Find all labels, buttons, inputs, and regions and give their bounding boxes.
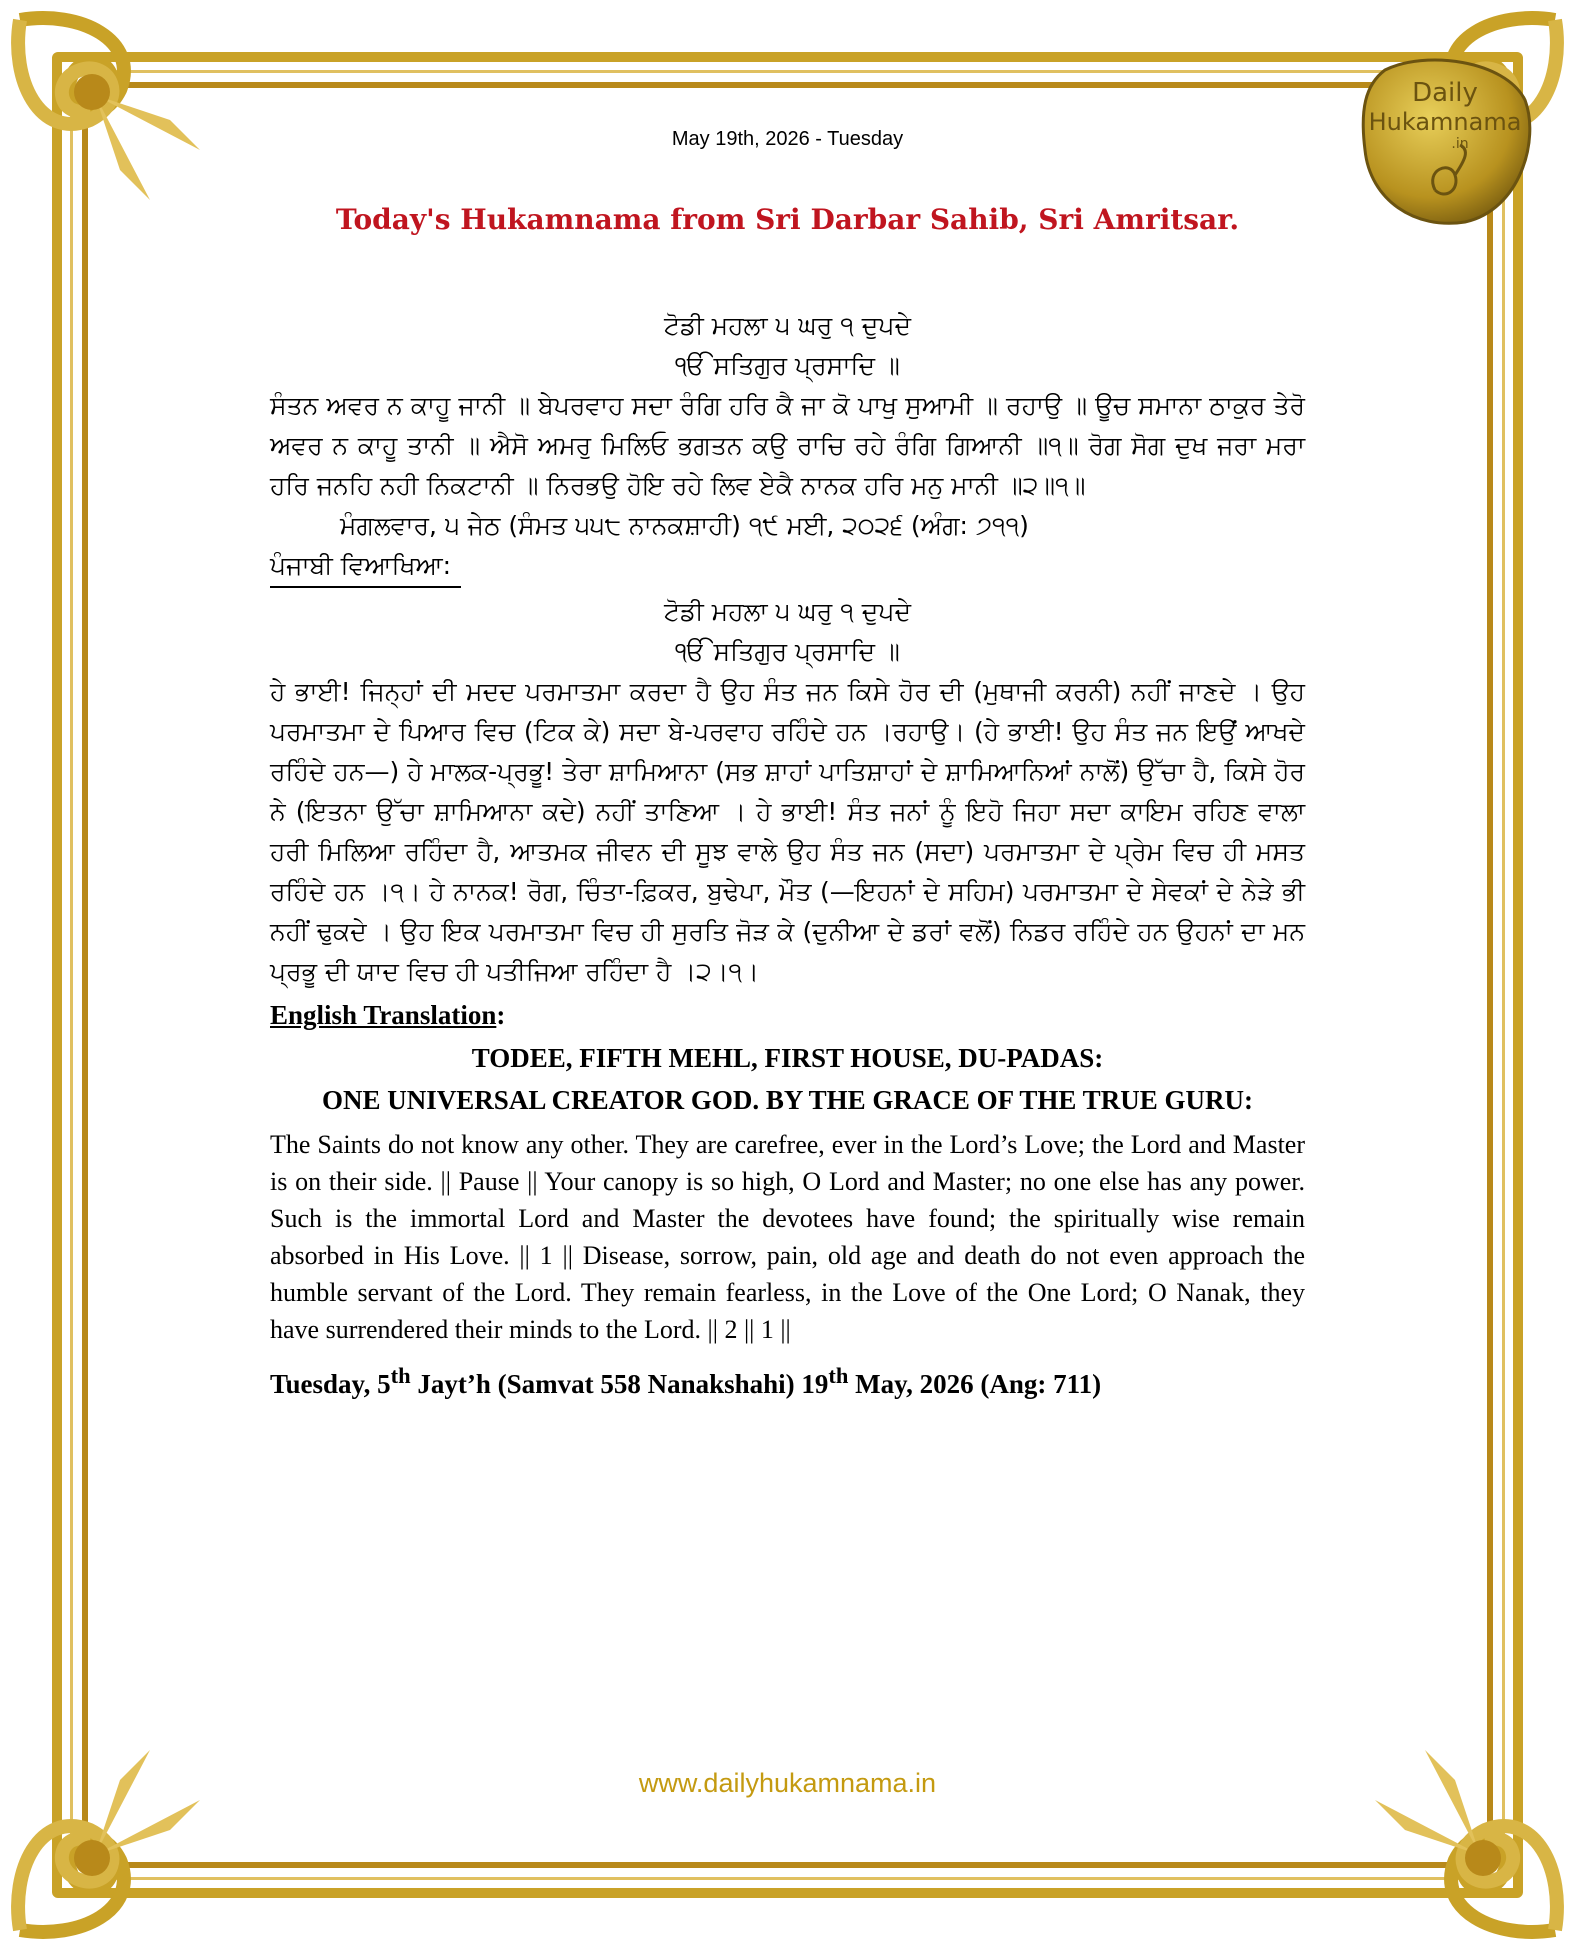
logo-text-daily: Daily bbox=[1412, 78, 1478, 108]
ribbon-bow-icon bbox=[0, 1720, 230, 1950]
gurmukhi-shabad: ਸੰਤਨ ਅਵਰ ਨ ਕਾਹੂ ਜਾਨੀ ॥ ਬੇਪਰਵਾਹ ਸਦਾ ਰੰਗਿ ਹਰਿ ਕੈ ਜਾ ਕੋ ਪਾਖੁ ਸੁਆਮੀ ॥ ਰਹਾਉ ॥ ਊਚ ਸਮਾਨਾ ਠਾਕੁਰ ਤੇਰੋ ਅਵਰ ਨ ਕਾਹੂ ਤਾਨੀ ॥ ਐਸੋ ਅਮਰੁ ਮਿਲਿਓ ਭਗਤਨ ਕਉ ਰਾਚਿ ਰਹੇ ਰੰਗਿ ਗਿਆਨੀ ॥੧॥ ਰੋਗ ਸੋਗ ਦੁਖ ਜਰਾ ਮਰਾ ਹਰਿ ਜਨਹਿ ਨਹੀ ਨਿਕਟਾਨੀ ॥ ਨਿਰਭਉ ਹੋਇ ਰਹੇ ਲਿਵ ਏਕੈ ਨਾਨਕ ਹਰਿ ਮਨੁ ਮਾਨੀ ॥੨॥੧॥ bbox=[270, 391, 1305, 500]
gurmukhi-mool-mantar: ੴ ਸਤਿਗੁਰ ਪ੍ਰਸਾਦਿ ॥ bbox=[675, 351, 900, 380]
date-suffix: th bbox=[828, 1363, 849, 1388]
punjabi-explanation: ਹੇ ਭਾਈ! ਜਿਨ੍ਹਾਂ ਦੀ ਮਦਦ ਪਰਮਾਤਮਾ ਕਰਦਾ ਹੈ ਉਹ ਸੰਤ ਜਨ ਕਿਸੇ ਹੋਰ ਦੀ (ਮੁਥਾਜੀ ਕਰਨੀ) ਨਹੀਂ ਜਾਣਦੇ । ਉਹ ਪਰਮਾਤਮਾ ਦੇ ਪਿਆਰ ਵਿਚ (ਟਿਕ ਕੇ) ਸਦਾ ਬੇ-ਪਰਵਾਹ ਰਹਿੰਦੇ ਹਨ ।ਰਹਾਉ। (ਹੇ ਭਾਈ! ਉਹ ਸੰਤ ਜਨ ਇਉਂ ਆਖਦੇ ਰਹਿੰਦੇ ਹਨ—) ਹੇ ਮਾਲਕ-ਪ੍ਰਭੂ! ਤੇਰਾ ਸ਼ਾਮਿਆਨਾ (ਸਭ ਸ਼ਾਹਾਂ ਪਾਤਿਸ਼ਾਹਾਂ ਦੇ ਸ਼ਾਮਿਆਨਿਆਂ ਨਾਲੋਂ) ਉੱਚਾ ਹੈ, ਕਿਸੇ ਹੋਰ ਨੇ (ਇਤਨਾ ਉੱਚਾ ਸ਼ਾਮਿਆਨਾ ਕਦੇ) ਨਹੀਂ ਤਾਣਿਆ । ਹੇ ਭਾਈ! ਸੰਤ ਜਨਾਂ ਨੂੰ ਇਹੋ ਜਿਹਾ ਸਦਾ ਕਾਇਮ ਰਹਿਣ ਵਾਲਾ ਹਰੀ ਮਿਲਿਆ ਰਹਿੰਦਾ ਹੈ, ਆਤਮਕ ਜੀਵਨ ਦੀ ਸੂਝ ਵਾਲੇ ਉਹ ਸੰਤ ਜਨ (ਸਦਾ) ਪਰਮਾਤਮਾ ਦੇ ਪ੍ਰੇਮ ਵਿਚ ਹੀ ਮਸਤ ਰਹਿੰਦੇ ਹਨ ।੧। ਹੇ ਨਾਨਕ! ਰੋਗ, ਚਿੰਤਾ-ਫ਼ਿਕਰ, ਬੁਢੇਪਾ, ਮੌਤ (—ਇਹਨਾਂ ਦੇ ਸਹਿਮ) ਪਰਮਾਤਮਾ ਦੇ ਸੇਵਕਾਂ ਦੇ ਨੇੜੇ ਭੀ ਨਹੀਂ ਢੁਕਦੇ । ਉਹ ਇਕ ਪਰਮਾਤਮਾ ਵਿਚ ਹੀ ਸੁਰਤਿ ਜੋੜ ਕੇ (ਦੁਨੀਆ ਦੇ ਡਰਾਂ ਵਲੋਂ) ਨਿਡਰ ਰਹਿੰਦੇ ਹਨ ਉਹਨਾਂ ਦਾ ਮਨ ਪ੍ਰਭੂ ਦੀ ਯਾਦ ਵਿਚ ਹੀ ਪਤੀਜਿਆ ਰਹਿੰਦਾ ਹੈ ।੨।੧। bbox=[270, 677, 1305, 986]
punjabi-mool-mantar: ੴ ਸਤਿਗੁਰ ਪ੍ਰਸਾਦਿ ॥ bbox=[675, 637, 900, 666]
english-date-part: Jayt’h (Samvat 558 Nanakshahi) 19 bbox=[410, 1369, 829, 1399]
logo-text-in: .in bbox=[1451, 136, 1469, 152]
date-header: May 19th, 2026 - Tuesday bbox=[671, 128, 904, 150]
english-translation-label: English Translation bbox=[270, 1000, 497, 1030]
english-heading-2: ONE UNIVERSAL CREATOR GOD. BY THE GRACE OF THE TRUE GURU: bbox=[322, 1085, 1253, 1115]
gurmukhi-date-line: ਮੰਗਲਵਾਰ, ੫ ਜੇਠ (ਸੰਮਤ ੫੫੮ ਨਾਨਕਸ਼ਾਹੀ) ੧੯ ਮਈ, ੨੦੨੬ (ਅੰਗ: ੭੧੧) bbox=[340, 511, 1029, 540]
punjabi-explanation-label: ਪੰਜਾਬੀ ਵਿਆਖਿਆ: bbox=[270, 546, 461, 588]
website-link[interactable]: www.dailyhukamnama.in bbox=[638, 1768, 937, 1798]
english-translation: The Saints do not know any other. They are carefree, ever in the Lord’s Love; the Lord and Master is on their side. || Pause || Your canopy is so high, O Lord and Master; no one else has any power. Such is the immortal Lord and Master the devotees have found; the spiritually wise remain absorbed in His Love. || 1 || Disease, sorrow, pain, old age and death do not even approach the humble servant of the Lord. They remain fearless, in the Love of the One Lord; O Nanak, they have surrendered their minds to the Lord. || 2 || 1 || bbox=[270, 1130, 1305, 1344]
english-heading-1: TODEE, FIFTH MEHL, FIRST HOUSE, DU-PADAS: bbox=[471, 1043, 1104, 1073]
gurmukhi-heading: ਟੋਡੀ ਮਹਲਾ ੫ ਘਰੁ ੧ ਦੁਪਦੇ bbox=[663, 311, 911, 340]
punjabi-heading: ਟੋਡੀ ਮਹਲਾ ੫ ਘਰੁ ੧ ਦੁਪਦੇ bbox=[663, 597, 911, 626]
document-body bbox=[270, 120, 1305, 1404]
english-label-colon: : bbox=[496, 1000, 506, 1030]
english-date-line bbox=[270, 1356, 1305, 1404]
english-date-part: May, 2026 (Ang: 711) bbox=[848, 1369, 1102, 1399]
ribbon-bow-icon bbox=[1345, 1720, 1575, 1950]
english-label-row bbox=[270, 996, 1305, 1034]
logo-text-hukamnama: Hukamnama bbox=[1368, 108, 1522, 136]
page-title: Today's Hukamnama from Sri Darbar Sahib, Sri Amritsar. bbox=[335, 203, 1240, 236]
english-date-part: Tuesday, 5 bbox=[270, 1369, 391, 1399]
ribbon-bow-icon bbox=[0, 0, 230, 230]
date-suffix: th bbox=[390, 1363, 411, 1388]
